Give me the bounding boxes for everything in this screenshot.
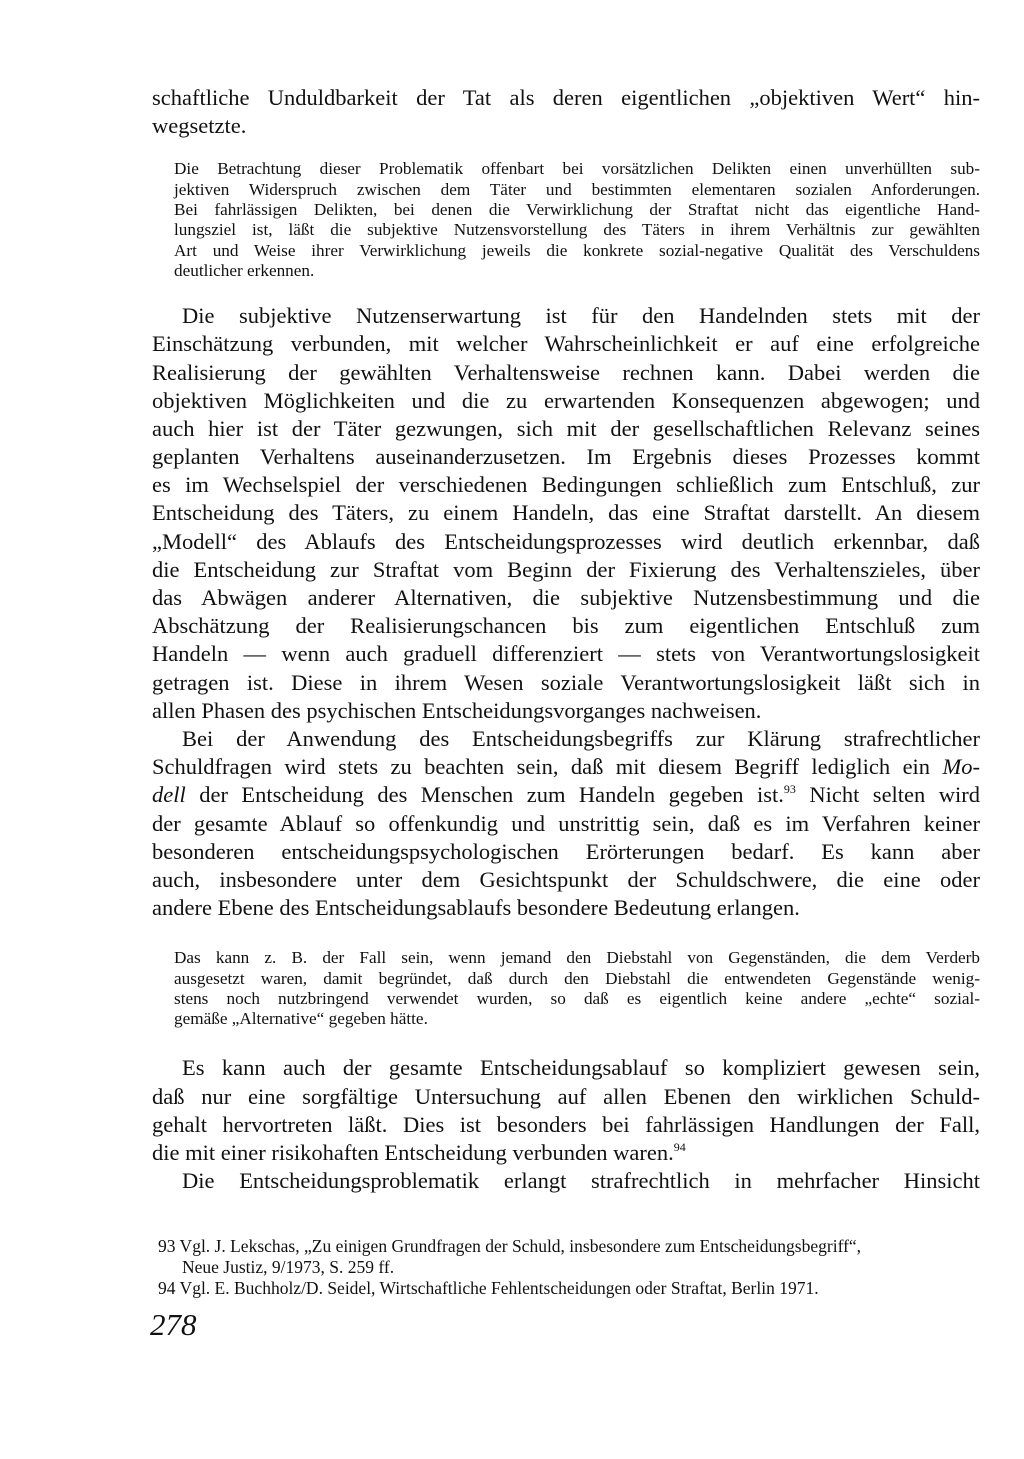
text-line: andere Ebene des Entscheidungsablaufs besondere Bedeutung erlangen. (152, 895, 800, 921)
small-text-line: Bei fahrlässigen Delikten, bei denen die Verwirklichung der Straftat nicht das eigentliche Hand- (174, 199, 980, 219)
text-line (152, 1139, 980, 1167)
footnotes (158, 1236, 980, 1299)
small-print-block (174, 948, 980, 1029)
small-text-line: Art und Weise ihrer Verwirklichung jeweils die konkrete sozial-negative Qualität des Verschuldens (174, 240, 980, 260)
text-line: es im Wechselspiel der verschiedenen Bedingungen schließlich zum Entschluß, zur (152, 472, 980, 498)
text-line: wegsetzte. (152, 113, 247, 139)
text-line: Abschätzung der Realisierungschancen bis zum eigentlichen Entschluß zum (152, 613, 980, 639)
footnote-ref: 93 (783, 782, 796, 797)
paragraph (152, 725, 980, 922)
text-line: allen Phasen des psychischen Entscheidungsvorganges nachweisen. (152, 697, 762, 723)
text-line: objektiven Möglichkeiten und die zu erwartenden Konsequenzen abgewogen; und (152, 387, 980, 413)
small-text-line: deutlicher erkennen. (174, 260, 315, 280)
text-line: Die subjektive Nutzenserwartung ist für den Handelnden stets mit der (182, 303, 980, 329)
page-number: 278 (150, 1307, 197, 1342)
text-segment: Nicht selten wird (795, 782, 980, 808)
small-text-line: Das kann z. B. der Fall sein, wenn jemand den Diebstahl von Gegenständen, die dem Verderb (174, 948, 980, 968)
text-line: „Modell“ des Ablaufs des Entscheidungsprozesses wird deutlich erkennbar, daß (152, 528, 980, 554)
text-line: Bei der Anwendung des Entscheidungsbegriffs zur Klärung strafrechtlicher (182, 725, 980, 751)
text-line: der gesamte Ablauf so offenkundig und unstrittig sein, daß es im Verfahren keiner (152, 810, 980, 836)
text-segment: die mit einer risikohaften Entscheidung verbunden waren. (152, 1140, 674, 1166)
text-line: gehalt hervortreten läßt. Dies ist besonders bei fahrlässigen Handlungen der Fall, (152, 1111, 980, 1137)
paragraph-continuation (152, 84, 980, 140)
footnote-ref: 94 (673, 1140, 686, 1155)
text-line: getragen ist. Diese in ihrem Wesen soziale Verantwortungslosigkeit läßt sich in (152, 669, 980, 695)
small-text-line: gemäße „Alternative“ gegeben hätte. (174, 1009, 428, 1029)
footnote-line: 93 Vgl. J. Lekschas, „Zu einigen Grundfragen der Schuld, insbesondere zum Entscheidungsbegriff“, (158, 1236, 862, 1257)
text-line: Die Entscheidungsproblematik erlangt strafrechtlich in mehrfacher Hinsicht (182, 1168, 980, 1194)
text-line: Entscheidung des Täters, zu einem Handeln, das eine Straftat darstellt. An diesem (152, 500, 980, 526)
text-line: schaftliche Unduldbarkeit der Tat als deren eigentlichen „objektiven Wert“ hin- (152, 85, 980, 110)
small-text-line: ausgesetzt waren, damit begründet, daß durch den Diebstahl die entwendeten Gegenstände wenig- (174, 968, 980, 988)
text-line: das Abwägen anderer Alternativen, die subjektive Nutzensbestimmung und die (152, 585, 980, 611)
text-line: daß nur eine sorgfältige Untersuchung auf allen Ebenen den wirklichen Schuld- (152, 1083, 980, 1109)
paragraph (152, 1167, 980, 1195)
text-line: geplanten Verhaltens auseinanderzusetzen. Im Ergebnis dieses Prozesses kommt (152, 444, 980, 470)
text-line: die Entscheidung zur Straftat vom Beginn der Fixierung des Verhaltenszieles, über (152, 556, 980, 582)
text-line: Es kann auch der gesamte Entscheidungsablauf so kompliziert gewesen sein, (182, 1055, 980, 1081)
emphasis: dell (152, 782, 186, 808)
small-text-line: jektiven Widerspruch zwischen dem Täter und bestimmten elementaren sozialen Anforderungen. (174, 179, 980, 199)
text-segment: der Entscheidung des Menschen zum Handeln gegeben ist. (185, 782, 784, 808)
footnote-line: Neue Justiz, 9/1973, S. 259 ff. (182, 1257, 395, 1278)
small-text-line: stens noch nutzbringend verwendet wurden, so daß es eigentlich keine andere „echte“ sozial- (174, 988, 980, 1008)
text-line: besonderen entscheidungspsychologischen Erörterungen bedarf. Es kann aber (152, 838, 980, 864)
text-line: Einschätzung verbunden, mit welcher Wahrscheinlichkeit er auf eine erfolgreiche (152, 331, 980, 357)
text-segment: Schuldfragen wird stets zu beachten sein, daß mit diesem Begriff lediglich ein (152, 754, 943, 780)
small-text-line: lungsziel ist, läßt die subjektive Nutzensvorstellung des Täters in ihrem Verhältnis zur gewählten (174, 220, 980, 240)
text-line: auch, insbesondere unter dem Gesichtspunkt der Schuldschwere, die eine oder (152, 866, 980, 892)
text-line: Handeln — wenn auch graduell differenziert — stets von Verantwortungslosigkeit (152, 641, 980, 667)
page-content (152, 84, 980, 1299)
text-line: auch hier ist der Täter gezwungen, sich mit der gesellschaftlichen Relevanz seines (152, 415, 980, 441)
text-line (152, 753, 980, 781)
text-line: Realisierung der gewählten Verhaltensweise rechnen kann. Dabei werden die (152, 359, 980, 385)
footnote-line: 94 Vgl. E. Buchholz/D. Seidel, Wirtschaftliche Fehlentscheidungen oder Straftat, Berlin 1971. (158, 1278, 819, 1299)
small-text-line: Die Betrachtung dieser Problematik offenbart bei vorsätzlichen Delikten einen unverhüllten sub- (174, 159, 980, 179)
small-print-block (174, 159, 980, 281)
text-line (152, 781, 980, 809)
paragraph (152, 302, 980, 725)
emphasis: Mo- (942, 754, 980, 780)
paragraph (152, 1054, 980, 1167)
